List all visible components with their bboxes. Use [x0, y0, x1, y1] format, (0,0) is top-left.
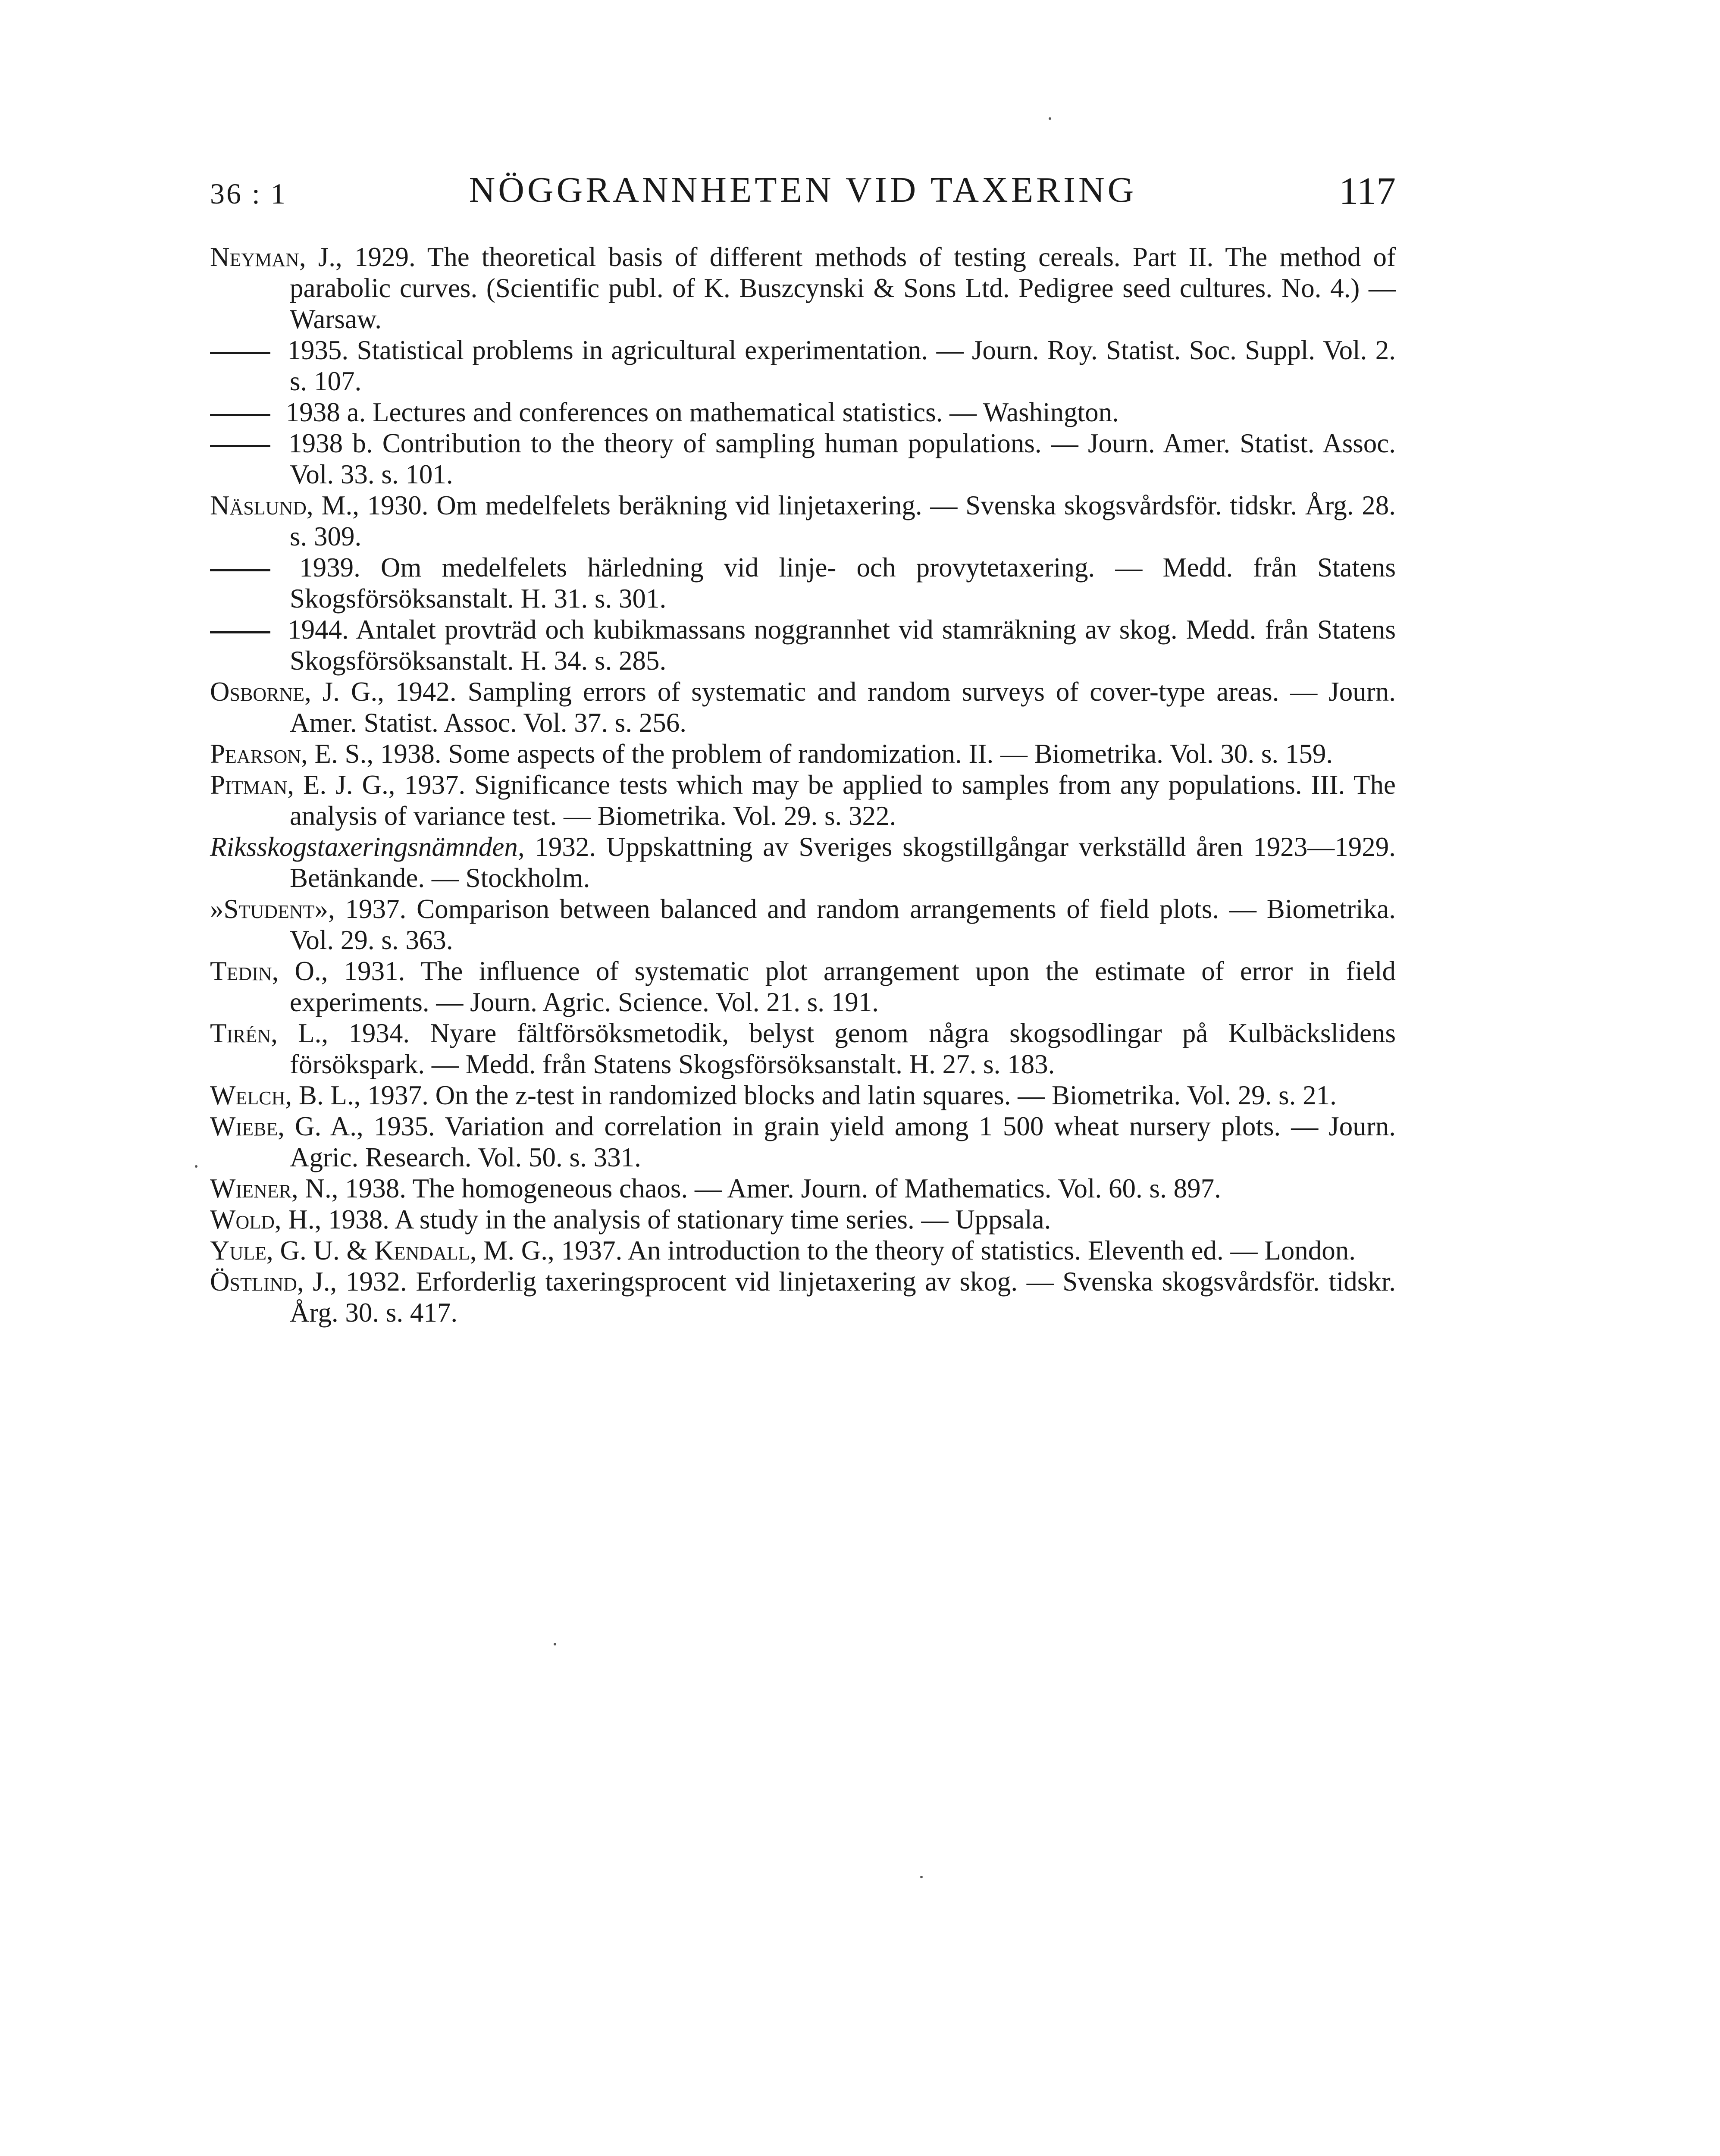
running-title: NÖGGRANNHETEN VID TAXERING — [469, 170, 1137, 210]
reference-entry — [210, 1235, 1396, 1266]
reference-list — [210, 241, 1396, 1328]
ditto-dash — [210, 428, 279, 459]
reference-author: Pearson, E. S., — [210, 739, 374, 769]
print-speck — [554, 1643, 556, 1645]
reference-entry — [210, 769, 1396, 831]
reference-text: 1938. Some aspects of the problem of randomization. II. — Biometrika. Vol. 30. s. 159. — [373, 739, 1333, 769]
ditto-dash — [210, 397, 279, 428]
reference-entry — [210, 893, 1396, 956]
reference-text: 1929. The theoretical basis of different methods of testing cereals. Part II. The method of parabolic curves. (Scientific publ. of K. Buszcynski & Sons Ltd. Pedigree seed cultures. No. 4.) — Warsaw. — [290, 242, 1396, 334]
reference-entry — [210, 1018, 1396, 1080]
reference-text: 1937. Significance tests which may be applied to samples from any populations. III. The analysis of variance test. — Biometrika. Vol. 29. s. 322. — [290, 770, 1396, 831]
ditto-dash — [210, 335, 279, 366]
reference-author: Pitman, E. J. G., — [210, 770, 395, 800]
reference-text: 1938. A study in the analysis of stationary time series. — Uppsala. — [321, 1204, 1051, 1235]
reference-author: »Student», — [210, 894, 335, 924]
reference-entry — [210, 1204, 1396, 1235]
print-speck — [1049, 117, 1051, 120]
reference-entry — [210, 738, 1396, 769]
reference-entry — [210, 335, 1396, 397]
reference-text: 1932. Erforderlig taxeringsprocent vid linjetaxering av skog. — Svenska skogsvårdsför. tidskr. Årg. 30. s. 417. — [290, 1266, 1396, 1328]
reference-entry — [210, 1080, 1396, 1111]
print-speck — [195, 1165, 197, 1168]
reference-entry — [210, 428, 1396, 490]
reference-entry — [210, 1173, 1396, 1204]
reference-author: Wiebe, G. A., — [210, 1111, 363, 1141]
reference-text: 1937. Comparison between balanced and random arrangements of field plots. — Biometrika. Vol. 29. s. 363. — [290, 894, 1396, 955]
reference-text: 1938. The homogeneous chaos. — Amer. Journ. of Mathematics. Vol. 60. s. 897. — [338, 1173, 1221, 1203]
reference-author: Östlind, J., — [210, 1266, 337, 1297]
reference-text: 1932. Uppskattning av Sveriges skogstillgångar verkställd åren 1923—1929. Betänkande. — Stockholm. — [290, 832, 1396, 893]
reference-text: 1931. The influence of systematic plot arrangement upon the estimate of error in field experiments. — Journ. Agric. Science. Vol. 21. s. 191. — [290, 956, 1396, 1017]
reference-entry — [210, 490, 1396, 552]
reference-entry — [210, 676, 1396, 738]
ditto-dash — [210, 552, 279, 583]
reference-author: Neyman, J., — [210, 242, 342, 272]
reference-entry — [210, 241, 1396, 335]
ditto-dash — [210, 614, 279, 645]
reference-author: Welch, B. L., — [210, 1080, 361, 1110]
page-number: 117 — [1339, 170, 1396, 213]
reference-author: Wiener, N., — [210, 1173, 338, 1203]
reference-author: Osborne, J. G., — [210, 677, 384, 707]
reference-author: Wold, H., — [210, 1204, 322, 1235]
reference-text: 1938 a. Lectures and conferences on mathematical statistics. — Washington. — [279, 397, 1119, 427]
reference-text: 1942. Sampling errors of systematic and random surveys of cover-type areas. — Journ. Amer. Statist. Assoc. Vol. 37. s. 256. — [290, 677, 1396, 738]
reference-text: 1935. Variation and correlation in grain yield among 1 500 wheat nursery plots. — Journ. Agric. Research. Vol. 50. s. 331. — [290, 1111, 1396, 1172]
reference-text: 1944. Antalet provträd och kubikmassans noggrannhet vid stamräkning av skog. Medd. från Statens Skogsförsöksanstalt. H. 34. s. 285. — [279, 614, 1396, 676]
reference-entry — [210, 614, 1396, 676]
reference-text: 1938 b. Contribution to the theory of sampling human populations. — Journ. Amer. Statist. Assoc. Vol. 33. s. 101. — [279, 428, 1396, 489]
reference-author: Tedin, O., — [210, 956, 328, 986]
reference-author: Yule, G. U. & Kendall, M. G., — [210, 1235, 555, 1266]
reference-text: 1935. Statistical problems in agricultural experimentation. — Journ. Roy. Statist. Soc. Suppl. Vol. 2. s. 107. — [279, 335, 1396, 396]
print-speck — [920, 1876, 923, 1878]
reference-text: 1937. On the z-test in randomized blocks and latin squares. — Biometrika. Vol. 29. s. 21. — [360, 1080, 1337, 1110]
reference-entry — [210, 956, 1396, 1018]
reference-author: Näslund, M., — [210, 490, 359, 520]
reference-entry — [210, 397, 1396, 428]
reference-entry — [210, 831, 1396, 893]
issue-number: 36 : 1 — [210, 177, 287, 210]
running-header — [210, 169, 1396, 216]
reference-text: 1934. Nyare fältförsöksmetodik, belyst genom några skogsodlingar på Kulbäckslidens försökspark. — Medd. från Statens Skogsförsöksanstalt. H. 27. s. 183. — [290, 1018, 1396, 1079]
reference-author: Riksskogstaxeringsnämnden, — [210, 832, 525, 862]
reference-author: Tirén, L., — [210, 1018, 329, 1048]
reference-entry — [210, 1111, 1396, 1173]
reference-entry — [210, 552, 1396, 614]
reference-entry — [210, 1266, 1396, 1328]
reference-text: 1939. Om medelfelets härledning vid linje- och provytetaxering. — Medd. från Statens Skogsförsöksanstalt. H. 31. s. 301. — [279, 552, 1396, 614]
reference-text: 1930. Om medelfelets beräkning vid linjetaxering. — Svenska skogsvårdsför. tidskr. Årg. 28. s. 309. — [290, 490, 1396, 552]
reference-text: 1937. An introduction to the theory of statistics. Eleventh ed. — London. — [554, 1235, 1356, 1266]
